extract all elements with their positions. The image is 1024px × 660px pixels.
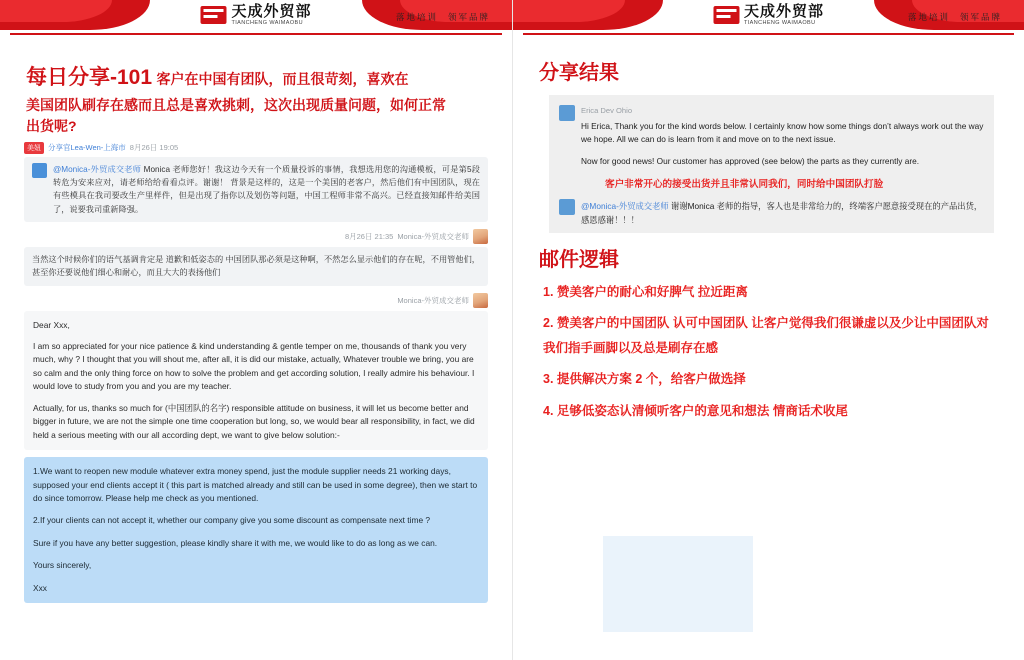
banner-slogan <box>396 11 490 23</box>
member-badge: 美妞 <box>24 142 44 154</box>
brand-logo <box>713 4 824 27</box>
email-line: Hi Erica, Thank you for the kind words below. I certainly know how some things don’t always work out the way we hope. All we can do is learn from it and move on to the next issue. <box>581 120 984 145</box>
slogan-right-text: 领军品牌 <box>959 12 1002 22</box>
email-line: I am so appreciated for your nice patience & kind understanding & gentle temper on me, thousands of thank you very much, why ? I thought that you will shout me, after all, it is did our mistake, actually, Whatever trouble we bring, you are so calm and the only thing force on how to solve the problem and get according solution, I really admire his behaviour. I would love to study from you and you are my teacher. <box>33 341 475 392</box>
mention-tag[interactable]: @Monica-外贸成交老师 <box>53 164 142 174</box>
email-line: Sure if you have any better suggestion, please kindly share it with me, we would like to do as long as we can. <box>33 537 438 548</box>
banner-divider <box>10 33 502 35</box>
avatar <box>559 105 575 121</box>
email-draft-white <box>24 311 488 451</box>
timestamp: 8月26日 19:05 <box>129 143 179 153</box>
email-logic-list <box>543 280 998 423</box>
reply-text: 谢谢Monica 老师的指导，客人也是非常给力的，终端客户愿意接受现在的产品出货，感恩感谢！！！ <box>581 200 983 225</box>
email-line: Dear Xxx, <box>33 319 70 330</box>
slogan-left-text: 落地培训 <box>907 12 950 22</box>
slogan-left-text: 落地培训 <box>395 12 438 22</box>
logo-title-en: TIANCHENG WAIMAOBU <box>743 20 816 26</box>
annotation-red-note: 客户非常开心的接受出货并且非常认同我们，同时给中国团队打脸 <box>605 178 884 190</box>
email-line: 1.We want to reopen new module whatever extra money spend, just the module supplier needs 21 working days, supposed your end clients accept it ( this part is matched already and still can be used in some degree), then we start to do since tomorrow. Please help me check as you mentioned. <box>33 466 478 503</box>
header-banner-right <box>513 0 1024 46</box>
sender-name: Monica-外贸成交老师 <box>397 232 469 242</box>
email-signoff: Yours sincerely, <box>33 560 92 571</box>
email-body <box>581 105 984 169</box>
list-item: 4. 足够低姿态认清倾听客户的意见和想法 情商话术收尾 <box>543 403 848 418</box>
email-draft-blue <box>24 457 488 603</box>
chat-message-header <box>24 142 488 154</box>
chat-message <box>24 229 488 286</box>
left-title-row2: 美国团队刷存在感而且总是喜欢挑刺，这次出现质量问题，如何正常 <box>26 96 446 113</box>
chat-bubble <box>24 157 488 222</box>
section-title-result: 分享结果 <box>539 62 619 84</box>
timestamp: 8月26日 21:35 <box>344 232 394 242</box>
email-signature: Xxx <box>33 582 47 593</box>
banner-divider <box>523 33 1014 35</box>
logo-title-cn: 天成外贸部 <box>743 3 825 20</box>
list-item: 2. 赞美客户的中国团队 认可中国团队 让客户觉得我们很谦虚以及少让中国团队对我们指手画脚以及总是刷存在感 <box>543 316 989 355</box>
slogan-right-text: 领军品牌 <box>447 12 490 22</box>
logo-mark-icon <box>200 6 226 24</box>
left-title-row1 <box>26 62 486 95</box>
email-draft-message <box>24 293 488 451</box>
header-banner-left <box>0 0 512 46</box>
chat-message <box>24 142 488 222</box>
list-item: 1. 赞美客户的耐心和好脾气 拉近距离 <box>543 285 748 300</box>
logo-title-en: TIANCHENG WAIMAOBU <box>231 20 303 26</box>
slide-right <box>512 0 1024 660</box>
left-title-sub: 客户在中国有团队，而且很苛刻，喜欢在 <box>156 71 409 87</box>
email-line: 2.If your clients can not accept it, whether our company give you some discount as compensate next time ? <box>33 515 431 526</box>
mention-tag[interactable]: @Monica-外贸成交老师 <box>581 200 669 211</box>
email-line: Now for good news! Our customer has approved (see below) the parts as they currently are. <box>581 155 920 166</box>
chat-message-header <box>24 293 488 308</box>
left-title-row3: 出货呢? <box>26 118 77 135</box>
logo-title-cn: 天成外贸部 <box>231 3 312 20</box>
avatar <box>473 293 488 308</box>
email-result-card <box>549 95 994 233</box>
list-item: 3. 提供解决方案 2 个，给客户做选择 <box>543 372 746 387</box>
avatar <box>559 199 575 215</box>
sender-name: Erica Dev Ohio <box>581 106 633 115</box>
chat-transcript <box>0 138 512 603</box>
left-title-area <box>0 46 512 138</box>
reply-body <box>581 199 984 227</box>
left-title-main: 每日分享-101 <box>26 66 153 89</box>
decorative-blue-block <box>603 536 753 632</box>
avatar <box>473 229 488 244</box>
chat-body: Monica 老师您好！我这边今天有一个质量投诉的事情，我想选用您的沟通模板，可是第5段 转危为安来应对，请老师给给看看点评。谢谢！ 背景是这样的，这是一个美国的老客户，然后他们有中国团队，现在有些模具在我司要改生产里样件，但是出现了指你以及划伤等问题，中国工程师非常不高兴。已经直接知邮件给美国了，说要我司重新降强。 <box>53 164 480 214</box>
email-reply-row <box>559 199 984 227</box>
sender-name: 分享官Lea-Wen-上海市 <box>48 143 126 153</box>
chat-message-header <box>24 229 488 244</box>
chat-text <box>53 163 480 216</box>
brand-logo <box>200 4 311 27</box>
sender-name: Monica-外贸成交老师 <box>397 295 469 305</box>
banner-slogan <box>908 11 1002 23</box>
email-line: Actually, for us, thanks so much for (中国团队的名字) responsible attitude on business, it will let us become better and bigger in future, we are not the simple one time cooperation but long, so, we would bear all responsibility, in fact, we did held a serious meeting with our all according dept, we want to give below solution:- <box>33 402 475 440</box>
avatar <box>32 163 47 178</box>
section-title-logic: 邮件逻辑 <box>539 249 619 272</box>
chat-bubble: 当然这个时候你们的语气基调肯定是 道歉和低姿态的 中国团队那必须是这种啊，不然怎么显示他们的存在呢，不用管他们，甚至你还要说他们细心和耐心，而且大大的表扬他们 <box>24 247 488 286</box>
email-header-row <box>559 105 984 169</box>
logo-mark-icon <box>713 6 739 24</box>
